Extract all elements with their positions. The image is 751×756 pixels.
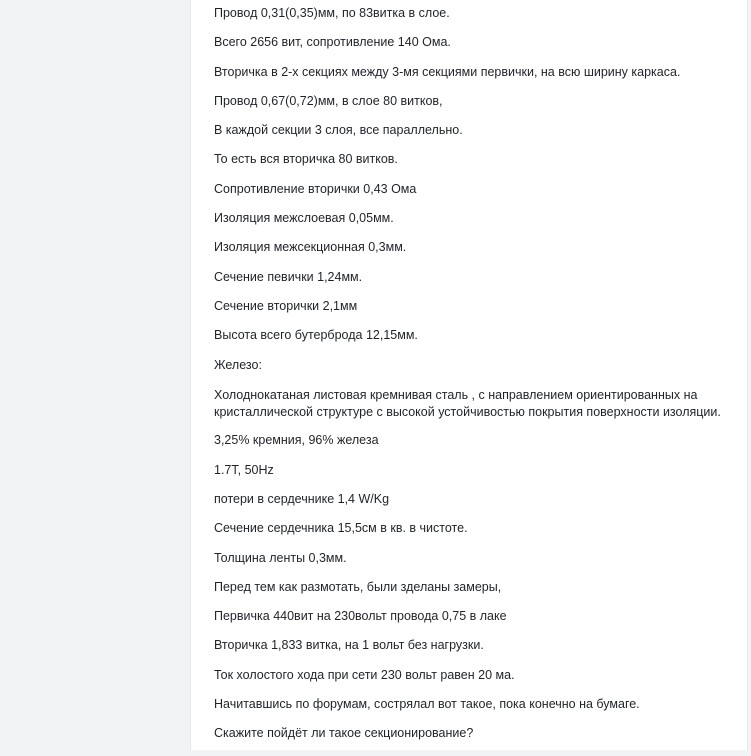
- post-line: Начитавшись по форумам, сострялал вот такое, пока конечно на бумаге.: [214, 697, 640, 712]
- post-line: Провод 0,31(0,35)мм, по 83витка в слое.: [214, 6, 450, 20]
- post-line: Сопротивление вторички 0,43 Ома: [214, 181, 417, 196]
- post-line: Перед тем как размотать, были зделаны замеры,: [214, 579, 502, 594]
- post-line: 3,25% кремния, 96% железа: [214, 433, 379, 448]
- post-line: Железо:: [214, 357, 262, 372]
- post-line: То есть вся вторичка 80 витков.: [214, 152, 398, 167]
- post-line: Сечение вторички 2,1мм: [214, 298, 358, 313]
- post-line: Скажите пойдёт ли такое секционирование?: [214, 726, 474, 741]
- post-body: [214, 6, 739, 756]
- post-line: Вторичка в 2-х секциях между 3-мя секциями первички, на всю ширину каркаса.: [214, 64, 681, 79]
- post-line: Изоляция межслоевая 0,05мм.: [214, 211, 394, 226]
- post-line: потери в сердечнике 1,4 W/Kg: [214, 491, 390, 506]
- post-line: Провод 0,67(0,72)мм, в слое 80 витков,: [214, 93, 443, 108]
- forum-post-panel: [190, 0, 748, 750]
- post-line: Ток холостого хода при сети 230 вольт равен 20 ма.: [214, 667, 515, 682]
- post-line: Вторичка 1,833 витка, на 1 вольт без нагрузки.: [214, 638, 484, 653]
- post-line: Холоднокатаная листовая кремнивая сталь , с направлением ориентированных на кристаллической структуре с высокой устойчивостью покрытия поверхности изоляции.: [214, 387, 721, 420]
- post-line: Всего 2656 вит, сопротивление 140 Ома.: [214, 35, 451, 50]
- post-line: В каждой секции 3 слоя, все параллельно.: [214, 123, 463, 138]
- post-line: Толщина ленты 0,3мм.: [214, 550, 347, 565]
- post-line: Первичка 440вит на 230вольт провода 0,75 в лаке: [214, 609, 507, 624]
- post-line: Сечение сердечника 15,5см в кв. в чистоте.: [214, 521, 468, 536]
- post-line: Сечение певички 1,24мм.: [214, 269, 363, 284]
- post-line: 1.7T, 50Hz: [214, 462, 274, 477]
- post-line: Изоляция межсекционная 0,3мм.: [214, 240, 407, 255]
- page-left-gutter: [0, 0, 190, 750]
- post-line: Высота всего бутерброда 12,15мм.: [214, 328, 418, 343]
